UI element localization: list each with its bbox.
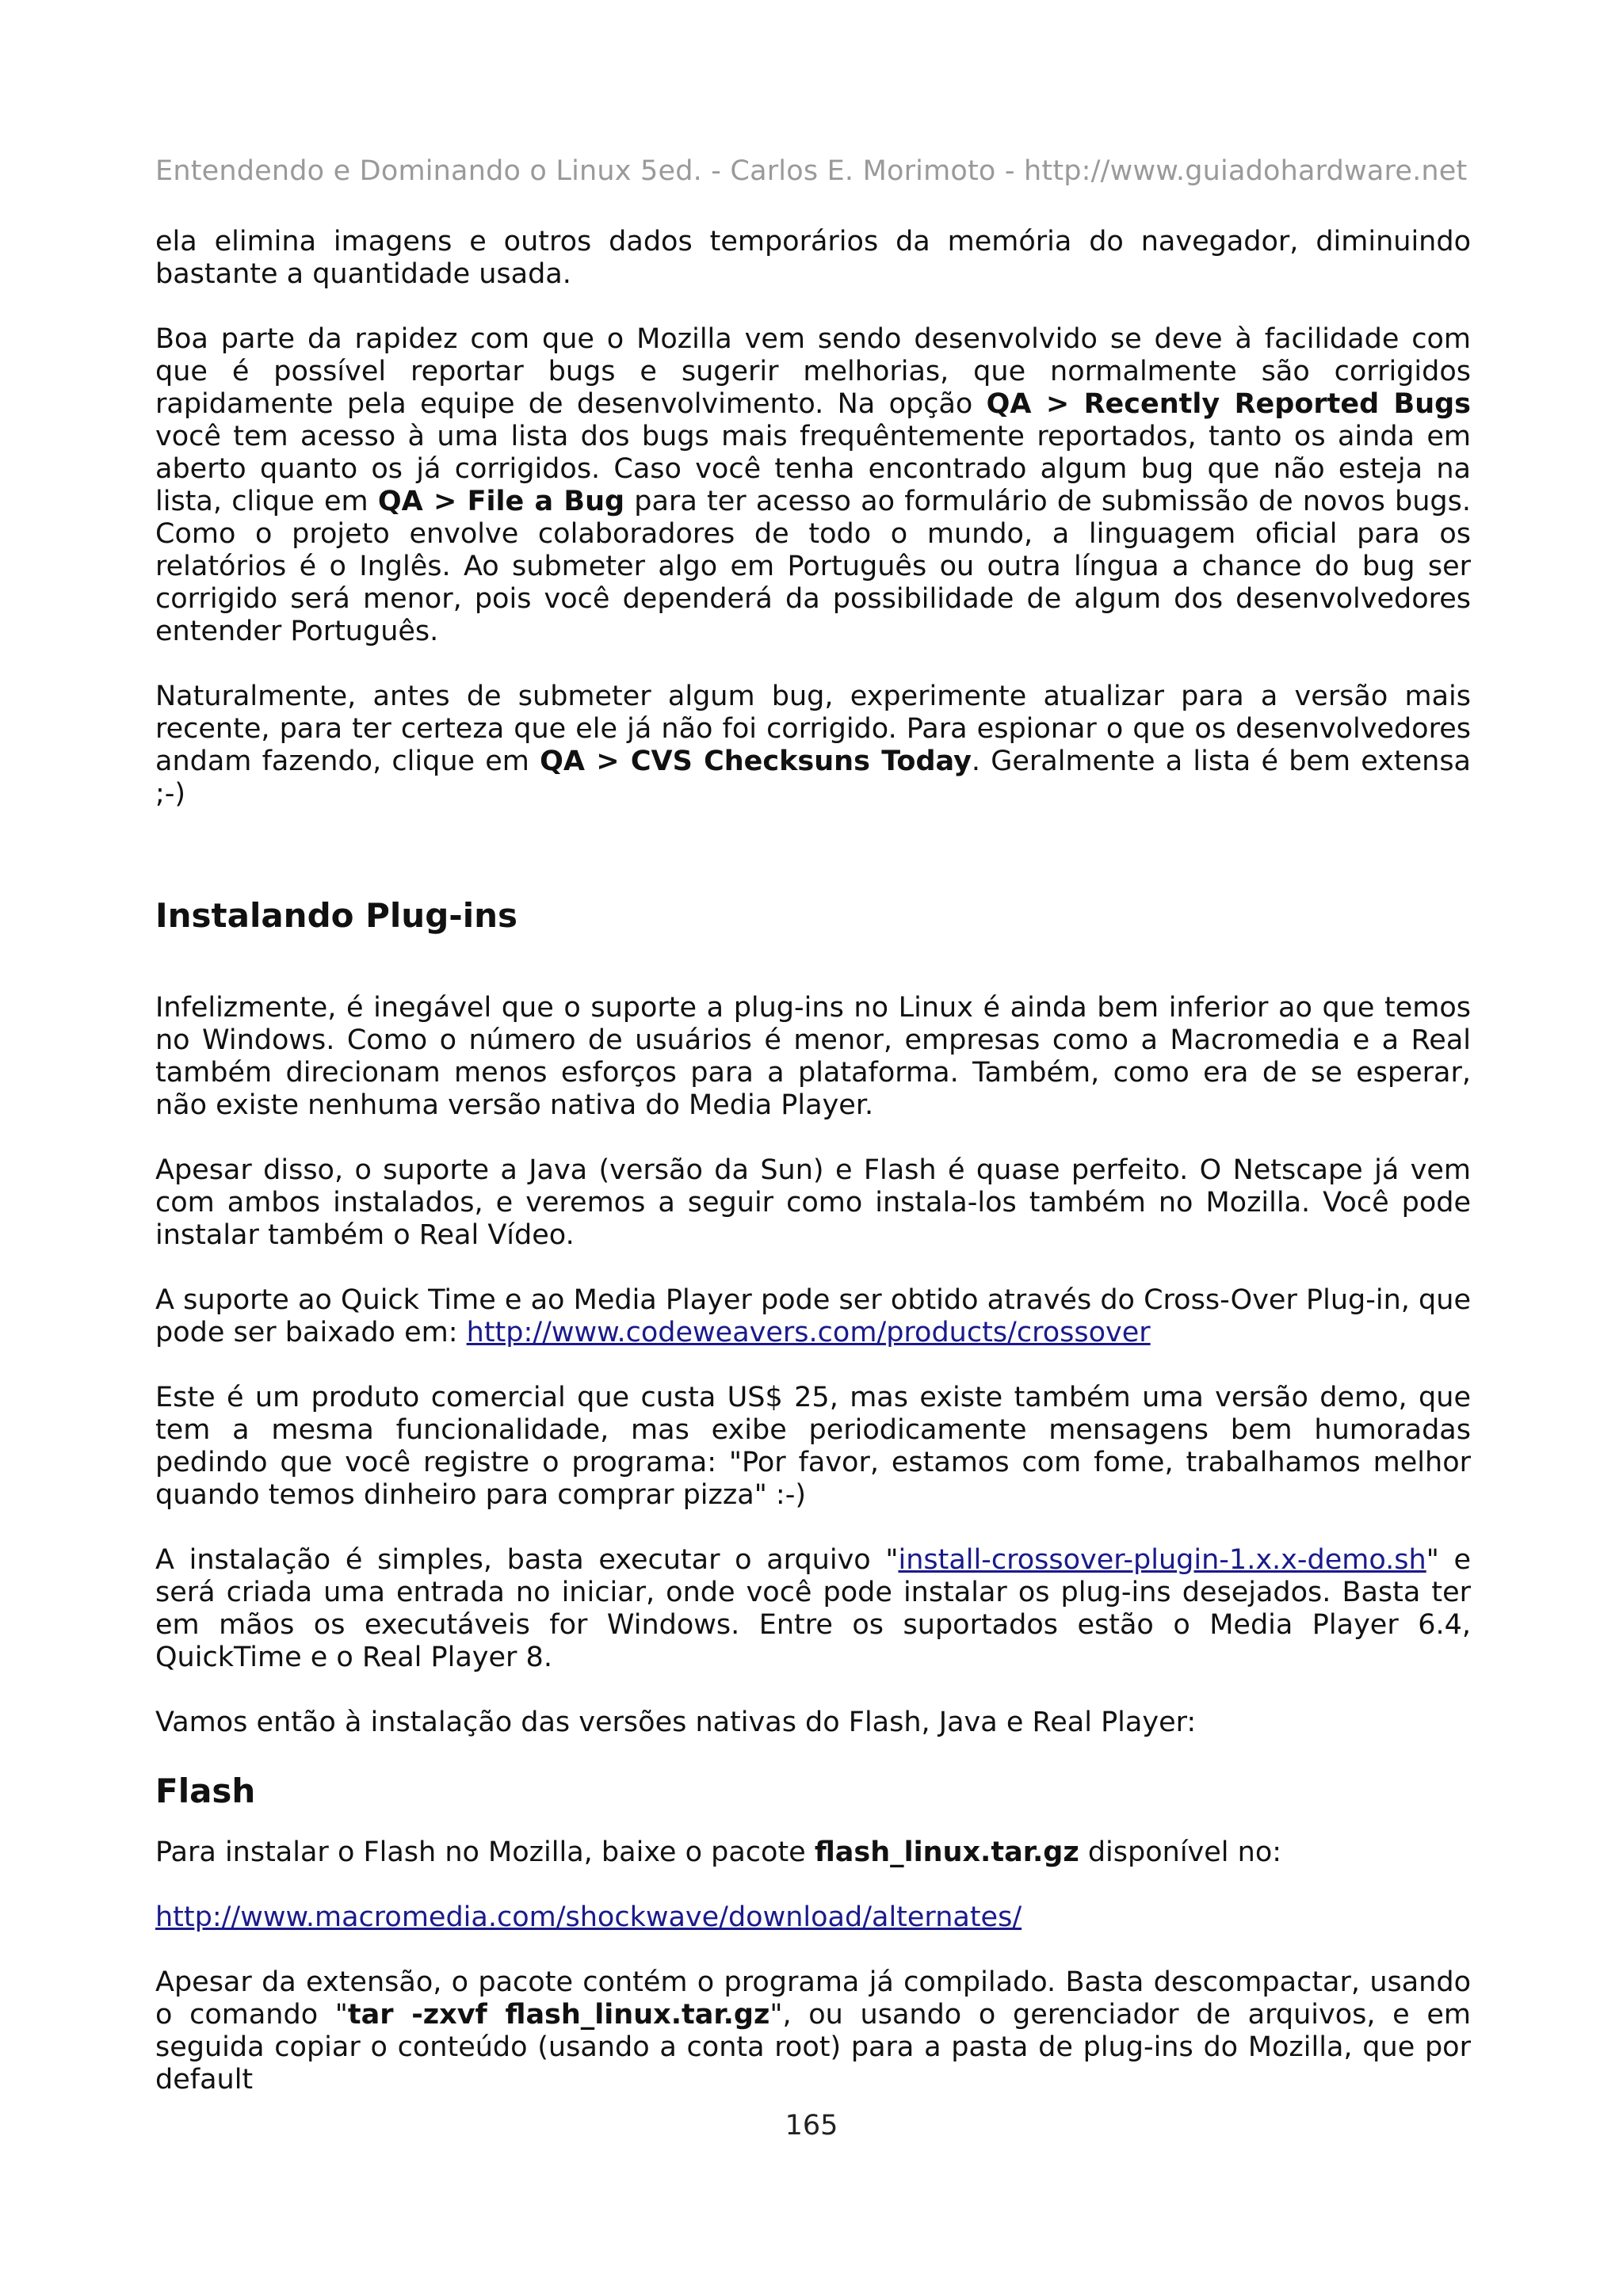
macromedia-link[interactable]: http://www.macromedia.com/shockwave/download/alternates/ <box>155 1901 1022 1933</box>
text-run: A suporte ao Quick Time e ao Media Player pode ser obtido através do Cross-Over Plug-in, que pode ser baixado em: <box>155 1284 1471 1348</box>
paragraph-extract <box>155 1966 1471 2096</box>
package-name: flash_linux.tar.gz <box>814 1836 1079 1868</box>
paragraph-cvs <box>155 681 1471 810</box>
text-run: disponível no: <box>1079 1836 1282 1868</box>
tar-command: tar -zxvf flash_linux.tar.gz <box>347 1999 770 2031</box>
text-run: Apesar da extensão, o pacote contém o programa já compilado. Basta descompactar, usando o comando " <box>155 1966 1471 2031</box>
paragraph-plugin-support: Infelizmente, é inegável que o suporte a plug-ins no Linux é ainda bem inferior ao que temos no Windows. Como o número de usuários é menor, empresas como a Macromedia e a Real também direcionam menos esforços para a plataforma. Também, como era de se esperar, não existe nenhuma versão nativa do Media Player. <box>155 992 1471 1121</box>
paragraph-installation <box>155 1544 1471 1674</box>
text-run: ", ou usando o gerenciador de arquivos, e em seguida copiar o conteúdo (usando a conta root) para a pasta de plug-ins do Mozilla, que por default <box>155 1999 1471 2096</box>
running-header: Entendendo e Dominando o Linux 5ed. - Carlos E. Morimoto - http://www.guiadohardware.net <box>155 155 1468 187</box>
paragraph-bug-reporting <box>155 323 1471 648</box>
paragraph-java-flash: Apesar disso, o suporte a Java (versão da Sun) e Flash é quase perfeito. O Netscape já vem com ambos instalados, e veremos a seguir como instala-los também no Mozilla. Você pode instalar também o Real Vídeo. <box>155 1154 1471 1251</box>
paragraph-memory: ela elimina imagens e outros dados temporários da memória do navegador, diminuindo bastante a quantidade usada. <box>155 226 1471 290</box>
paragraph-crossover <box>155 1284 1471 1349</box>
text-run: Boa parte da rapidez com que o Mozilla vem sendo desenvolvido se deve à facilidade com que é possível reportar bugs e sugerir melhorias, que normalmente são corrigidos rapidamente pela equipe de desenvolvimento. Na opção <box>155 323 1471 420</box>
text-run: você tem acesso à uma lista dos bugs mais frequêntemente reportados, tanto os ainda em aberto quanto os já corrigidos. Caso você tenha encontrado algum bug que não esteja na lista, clique em <box>155 421 1471 517</box>
menu-path-cvs: QA > CVS Checksuns Today <box>540 746 972 777</box>
menu-path-file-bug: QA > File a Bug <box>377 486 625 517</box>
page-content <box>155 226 1471 2129</box>
text-run: " e será criada uma entrada no iniciar, onde você pode instalar os plug-ins desejados. Basta ter em mãos os executáveis for Windows. Entre os suportados estão o Media Player 6.4, QuickTime e o Real Player 8. <box>155 1544 1471 1673</box>
text-run: Naturalmente, antes de submeter algum bug, experimente atualizar para a versão mais recente, para ter certeza que ele já não foi corrigido. Para espionar o que os desenvolvedores andam fazendo, clique em <box>155 681 1471 777</box>
text-run: A instalação é simples, basta executar o arquivo " <box>155 1544 899 1576</box>
crossover-link[interactable]: http://www.codeweavers.com/products/crossover <box>466 1317 1151 1348</box>
installer-script-link[interactable]: install-crossover-plugin-1.x.x-demo.sh <box>898 1544 1426 1576</box>
paragraph-flash-download <box>155 1836 1471 1869</box>
menu-path-recent-bugs: QA > Recently Reported Bugs <box>986 388 1472 420</box>
paragraph-macromedia-link <box>155 1901 1471 1934</box>
text-run: Para instalar o Flash no Mozilla, baixe o pacote <box>155 1836 815 1868</box>
paragraph-native-versions: Vamos então à instalação das versões nativas do Flash, Java e Real Player: <box>155 1707 1197 1738</box>
heading-flash: Flash <box>155 1772 256 1810</box>
text-run: para ter acesso ao formulário de submissão de novos bugs. Como o projeto envolve colaboradores de todo o mundo, a linguagem oficial para os relatórios é o Inglês. Ao submeter algo em Português ou outra língua a chance do bug ser corrigido será menor, pois você dependerá da possibilidade de algum dos desenvolvedores entender Português. <box>155 486 1471 647</box>
page-number: 165 <box>785 2110 838 2142</box>
heading-plugins: Instalando Plug-ins <box>155 896 517 935</box>
text-run: . Geralmente a lista é bem extensa ;-) <box>155 746 1471 810</box>
paragraph-demo: Este é um produto comercial que custa US$ 25, mas existe também uma versão demo, que tem a mesma funcionalidade, mas exibe periodicamente mensagens bem humoradas pedindo que você registre o programa: "Por favor, estamos com fome, trabalhamos melhor quando temos dinheiro para comprar pizza" :-) <box>155 1382 1471 1511</box>
